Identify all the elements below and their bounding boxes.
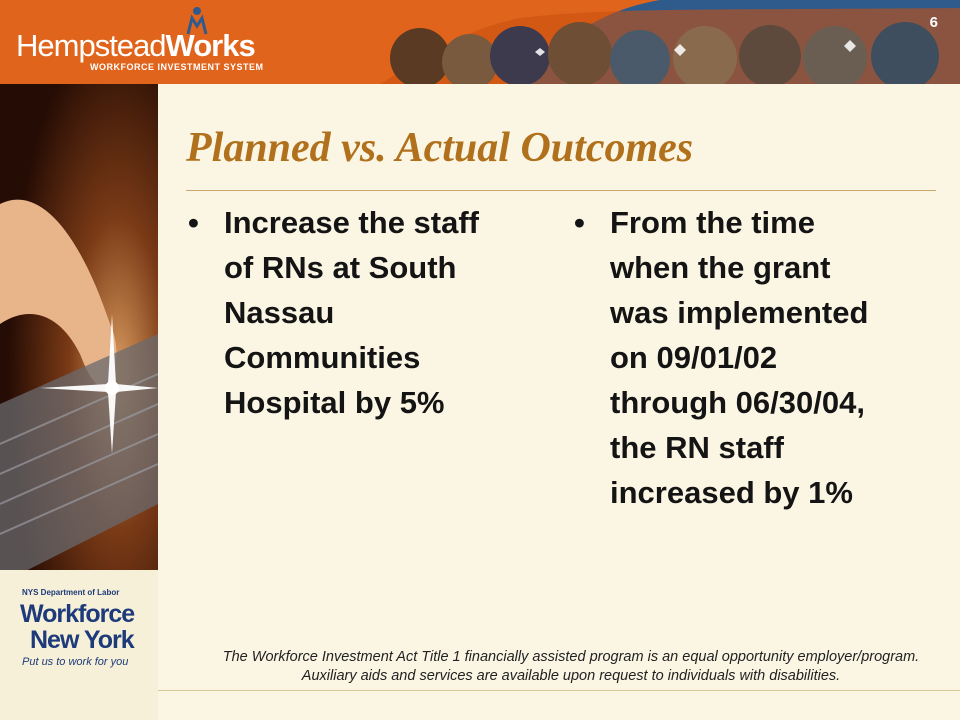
slide-title: Planned vs. Actual Outcomes bbox=[186, 125, 694, 171]
title-divider bbox=[186, 190, 936, 191]
bullet-text bbox=[224, 200, 544, 425]
bullet-line: on 09/01/02 bbox=[610, 340, 778, 375]
header-banner bbox=[0, 0, 960, 84]
logo-text bbox=[16, 28, 255, 64]
bullet-line: Communities bbox=[224, 340, 421, 375]
workforce-label: Workforce bbox=[20, 600, 135, 628]
footer-divider bbox=[158, 690, 960, 691]
bullet-text bbox=[610, 200, 950, 515]
bullet-line: Increase the staff bbox=[224, 205, 479, 240]
bullet-line: was implemented bbox=[610, 295, 869, 330]
page-number: 6 bbox=[929, 14, 938, 31]
bullet-line: the RN staff bbox=[610, 430, 784, 465]
logo-subtitle: WORKFORCE INVESTMENT SYSTEM bbox=[90, 62, 264, 72]
logo-text-bold: Works bbox=[165, 28, 255, 63]
bullet-line: of RNs at South bbox=[224, 250, 457, 285]
photo-illustration bbox=[0, 84, 158, 584]
bullet-planned bbox=[188, 200, 548, 440]
nys-dol-label: NYS Department of Labor bbox=[22, 588, 120, 597]
bullet-line: From the time bbox=[610, 205, 815, 240]
bullet-line: Hospital by 5% bbox=[224, 385, 445, 420]
disclaimer-line-2: Auxiliary aids and services are available upon request to individuals with disabilities. bbox=[301, 668, 841, 684]
logo-text-main: Hempstead bbox=[16, 28, 166, 63]
hempstead-works-logo bbox=[16, 6, 276, 78]
bullet-line: through 06/30/04, bbox=[610, 385, 865, 420]
bullet-line: when the grant bbox=[610, 250, 831, 285]
tagline: Put us to work for you bbox=[22, 656, 129, 668]
eeo-disclaimer bbox=[186, 648, 956, 686]
bullet-actual bbox=[574, 200, 954, 520]
bullet-marker: • bbox=[574, 205, 585, 240]
hand-keyboard-photo bbox=[0, 84, 158, 584]
bullet-marker: • bbox=[188, 205, 199, 240]
bullet-line: increased by 1% bbox=[610, 475, 853, 510]
disclaimer-line-1: The Workforce Investment Act Title 1 financially assisted program is an equal opportunity employer/program. bbox=[222, 649, 920, 665]
new-york-label: New York bbox=[30, 626, 134, 654]
workforce-new-york-logo bbox=[0, 570, 158, 720]
bullet-line: Nassau bbox=[224, 295, 335, 330]
